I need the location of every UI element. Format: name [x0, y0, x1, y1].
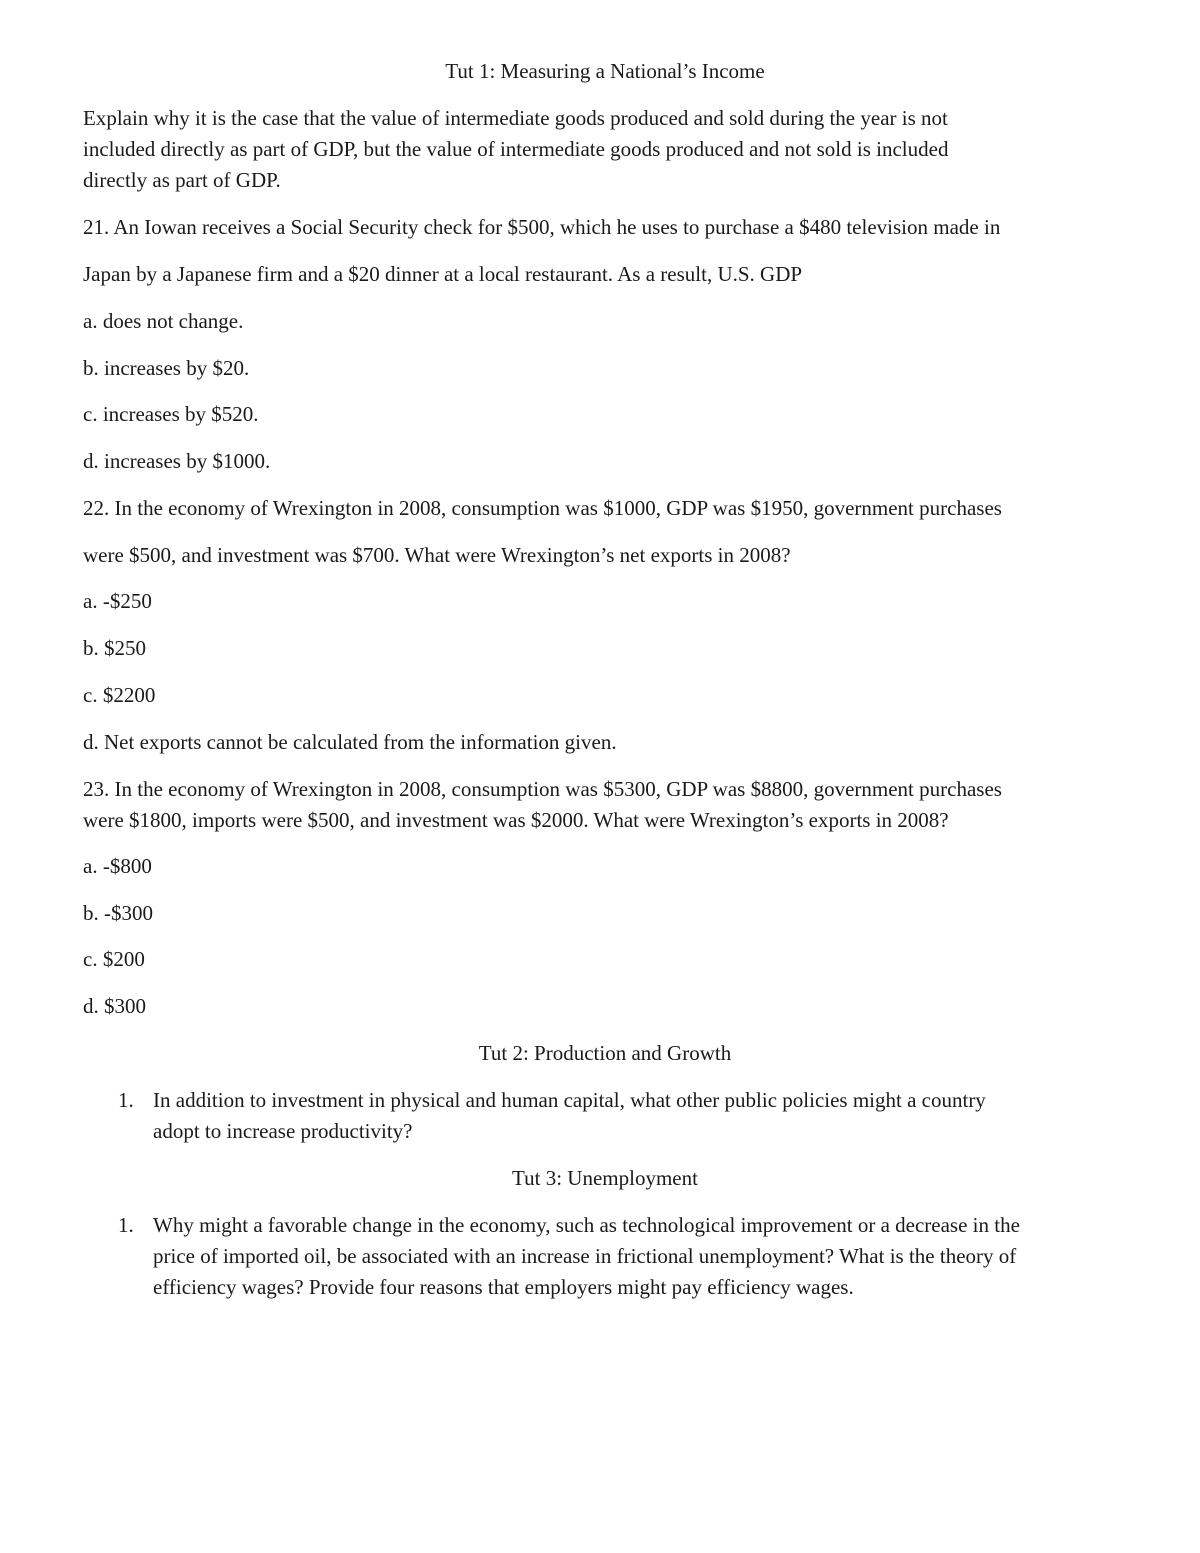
tut1-intro-line-3: directly as part of GDP. [83, 168, 281, 192]
tut1-intro-line-2: included directly as part of GDP, but the value of intermediate goods produced and not sold is included [83, 137, 949, 161]
tut2-item-line-1: In addition to investment in physical and human capital, what other public policies might a country [153, 1088, 986, 1112]
q22-line-2: were $500, and investment was $700. What were Wrexington’s net exports in 2008? [83, 543, 791, 567]
q22-option-a: a. -$250 [83, 589, 152, 613]
tut3-item-number: 1. [118, 1213, 134, 1237]
tut1-intro-line-1: Explain why it is the case that the value of intermediate goods produced and sold during the year is not [83, 106, 948, 130]
q21-option-d: d. increases by $1000. [83, 449, 271, 473]
q21-option-c: c. increases by $520. [83, 402, 259, 426]
q21-line-2: Japan by a Japanese firm and a $20 dinner at a local restaurant. As a result, U.S. GDP [83, 262, 803, 286]
tut2-item-line-2: adopt to increase productivity? [153, 1119, 413, 1143]
q23-line-1: 23. In the economy of Wrexington in 2008, consumption was $5300, GDP was $8800, government purchases [83, 777, 1002, 801]
q23-option-b: b. -$300 [83, 901, 153, 925]
q22-option-c: c. $2200 [83, 683, 156, 707]
tut1-title: Tut 1: Measuring a National’s Income [445, 59, 765, 83]
q21-option-b: b. increases by $20. [83, 356, 250, 380]
tut3-item-line-2: price of imported oil, be associated with an increase in frictional unemployment? What is the theory of [153, 1244, 1017, 1268]
tut2-item-number: 1. [118, 1088, 134, 1112]
q23-option-c: c. $200 [83, 947, 145, 971]
q21-option-a: a. does not change. [83, 309, 244, 333]
q23-option-d: d. $300 [83, 994, 146, 1018]
tut3-title: Tut 3: Unemployment [512, 1166, 698, 1190]
tut3-item-line-1: Why might a favorable change in the economy, such as technological improvement or a decrease in the [153, 1213, 1020, 1237]
tut2-title: Tut 2: Production and Growth [478, 1041, 732, 1065]
q22-line-1: 22. In the economy of Wrexington in 2008, consumption was $1000, GDP was $1950, government purchases [83, 496, 1002, 520]
q23-option-a: a. -$800 [83, 854, 152, 878]
q23-line-2: were $1800, imports were $500, and investment was $2000. What were Wrexington’s exports in 2008? [83, 808, 949, 832]
q22-option-d: d. Net exports cannot be calculated from the information given. [83, 730, 617, 754]
tut3-item-line-3: efficiency wages? Provide four reasons that employers might pay efficiency wages. [153, 1275, 854, 1299]
q21-line-1: 21. An Iowan receives a Social Security check for $500, which he uses to purchase a $480 television made in [83, 215, 1001, 239]
q22-option-b: b. $250 [83, 636, 146, 660]
